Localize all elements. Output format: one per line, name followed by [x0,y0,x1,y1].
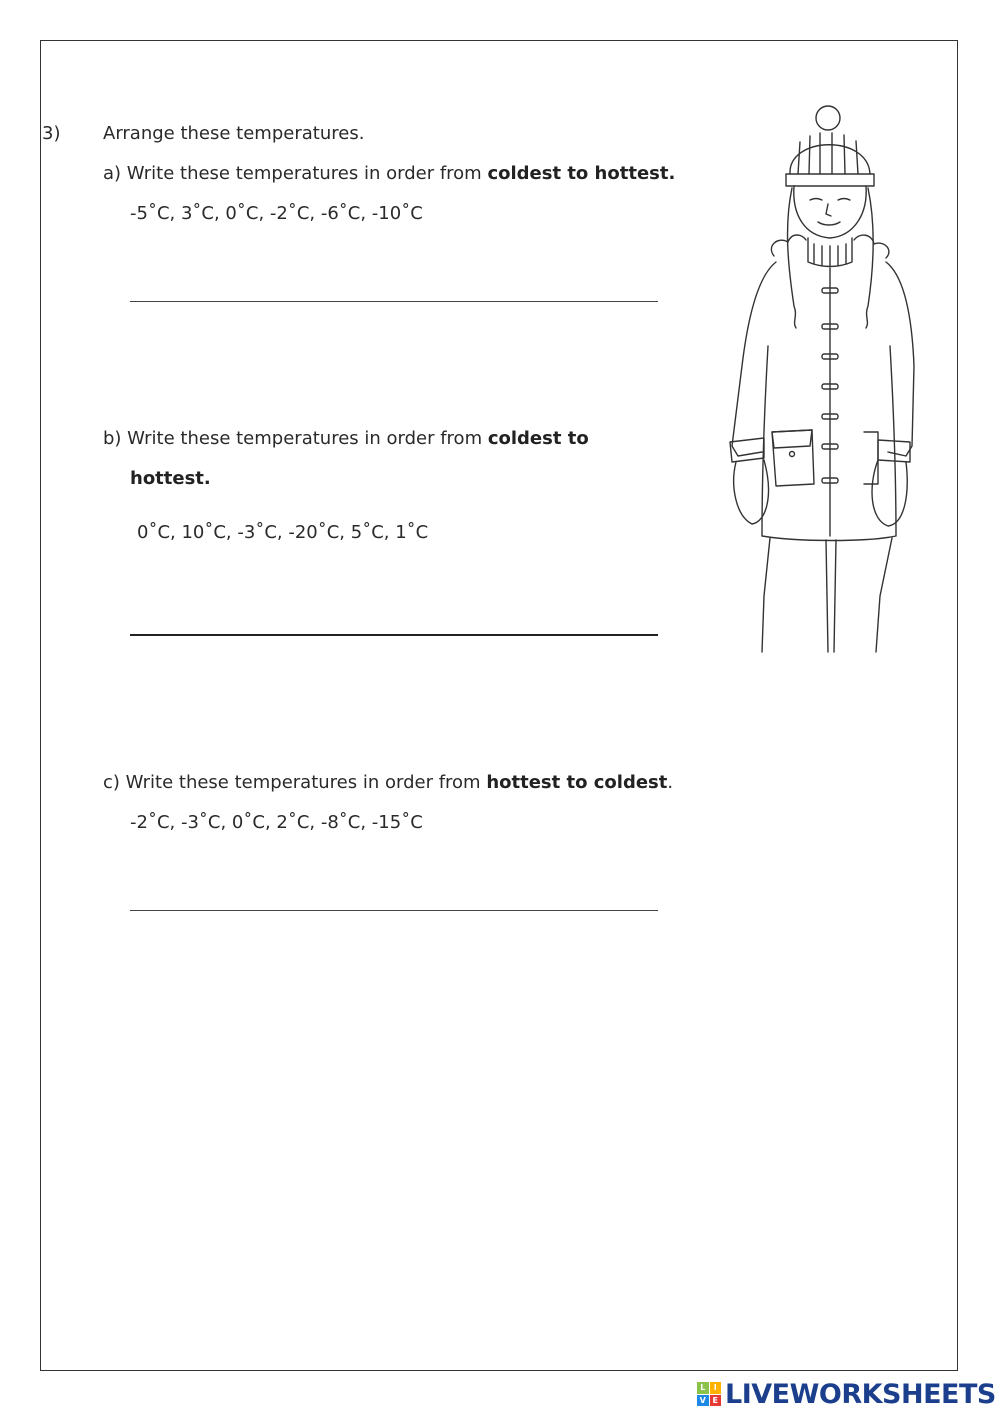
part-a-prefix: a) Write these temperatures in order from [103,163,488,184]
part-c-temperatures: -2˚C, -3˚C, 0˚C, 2˚C, -8˚C, -15˚C [130,812,423,833]
part-c-suffix: . [667,772,674,793]
part-c-prompt [103,771,673,795]
right-mitten [872,460,907,526]
liveworksheets-logo [697,1377,996,1411]
logo-letter-e: E [710,1395,722,1407]
part-a-temperatures: -5˚C, 3˚C, 0˚C, -2˚C, -6˚C, -10˚C [130,203,423,224]
part-a-emphasis: coldest to hottest. [487,163,676,184]
logo-icon [697,1382,721,1406]
coat [732,262,776,456]
part-c-prefix: c) Write these temperatures in order from [103,772,487,793]
question-instruction: Arrange these temperatures. [103,123,365,144]
part-b-answer-line[interactable] [130,634,658,636]
part-b-emphasis-line2: hottest. [130,468,211,489]
part-c-emphasis: hottest to coldest [486,772,668,793]
part-b-temperatures: 0˚C, 10˚C, -3˚C, -20˚C, 5˚C, 1˚C [137,522,429,543]
winter-person-illustration [718,96,918,656]
brand-name: LIVEWORKSHEETS [725,1378,996,1410]
face [794,186,866,238]
part-b-prefix: b) Write these temperatures in order from [103,428,488,449]
part-b-prompt-line2 [130,467,211,491]
logo-letter-i: I [710,1382,722,1394]
part-b-prompt [103,427,589,451]
hat-pompom [816,106,840,130]
logo-letter-l: L [697,1382,709,1394]
part-c-answer-line[interactable] [130,910,658,911]
part-a-prompt [103,162,675,186]
part-a-answer-line[interactable] [130,301,658,302]
part-b-emphasis: coldest to [487,428,589,449]
logo-letter-v: V [697,1395,709,1407]
question-number: 3) [42,123,61,144]
trousers [762,538,892,652]
